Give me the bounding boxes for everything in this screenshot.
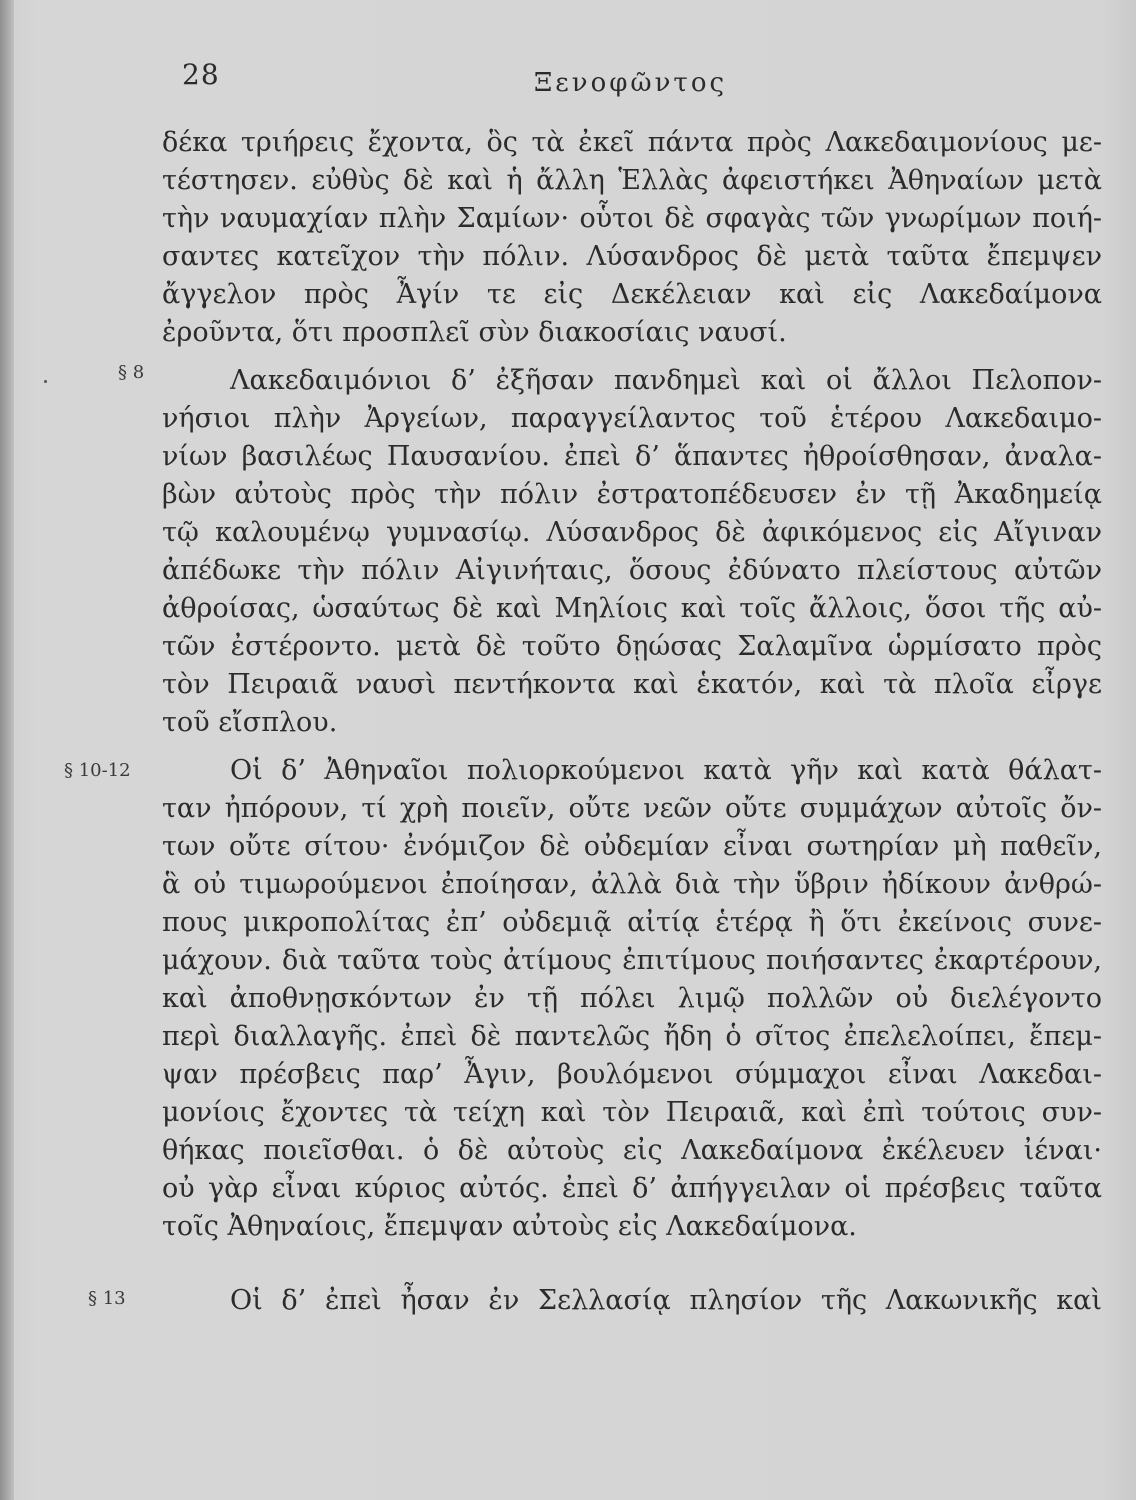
text-line: θήκας ποιεῖσθαι. ὁ δὲ αὐτοὺς εἰς Λακεδαίμονα ἐκέλευεν ἰέναι· [162, 1135, 1102, 1166]
text-line: περὶ διαλλαγῆς. ἐπεὶ δὲ παντελῶς ἤδη ὁ σῖτος ἐπελελοίπει, ἔπεμ- [162, 1021, 1102, 1052]
text-line: μάχουν. διὰ ταῦτα τοὺς ἀτίμους ἐπιτίμους ποιήσαντες ἐκαρτέρουν, [162, 945, 1102, 976]
running-head: Ξενοφῶντος [534, 68, 728, 98]
text-line: νίων βασιλέως Παυσανίου. ἐπεὶ δ’ ἅπαντες ἠθροίσθησαν, ἀναλα- [162, 441, 1102, 472]
text-line: μονίοις ἔχοντες τὰ τείχη καὶ τὸν Πειραιᾶ, καὶ ἐπὶ τούτοις συν- [162, 1097, 1102, 1128]
text-line: ταν ἠπόρουν, τί χρὴ ποιεῖν, οὔτε νεῶν οὔτε συμμάχων αὐτοῖς ὄν- [162, 793, 1102, 824]
page-spine-shadow [0, 0, 14, 1500]
paragraph-start-line: Οἱ δ’ ἐπεὶ ἦσαν ἐν Σελλασίᾳ πλησίον τῆς Λακωνικῆς καὶ [230, 1285, 1102, 1316]
text-line: ψαν πρέσβεις παρ’ Ἆγιν, βουλόμενοι σύμμαχοι εἶναι Λακεδαι- [162, 1059, 1102, 1090]
text-line: ἐροῦντα, ὅτι προσπλεῖ σὺν διακοσίαις ναυσί. [162, 317, 787, 348]
text-line: νήσιοι πλὴν Ἀργείων, παραγγείλαντος τοῦ ἑτέρου Λακεδαιμο- [162, 403, 1102, 434]
text-line: ἃ οὐ τιμωρούμενοι ἐποίησαν, ἀλλὰ διὰ τὴν ὕβριν ἠδίκουν ἀνθρώ- [162, 869, 1102, 900]
text-line: ἀθροίσας, ὡσαύτως δὲ καὶ Μηλίοις καὶ τοῖς ἄλλοις, ὅσοι τῆς αὐ- [162, 593, 1102, 624]
text-line: τῷ καλουμένῳ γυμνασίῳ. Λύσανδρος δὲ ἀφικόμενος εἰς Αἴγιναν [162, 517, 1102, 548]
text-line: τοῦ εἴσπλου. [162, 707, 338, 738]
text-line: καὶ ἀποθνῃσκόντων ἐν τῇ πόλει λιμῷ πολλῶν οὐ διελέγοντο [162, 983, 1102, 1014]
text-line: σαντες κατεῖχον τὴν πόλιν. Λύσανδρος δὲ μετὰ ταῦτα ἔπεμψεν [162, 241, 1102, 272]
paragraph-start-line: Οἱ δ’ Ἀθηναῖοι πολιορκούμενοι κατὰ γῆν καὶ κατὰ θάλατ- [230, 755, 1102, 786]
text-line: τὸν Πειραιᾶ ναυσὶ πεντήκοντα καὶ ἑκατόν, καὶ τὰ πλοῖα εἶργε [162, 669, 1102, 700]
margin-ref-section-13: § 13 [88, 1288, 126, 1309]
page-number: 28 [182, 58, 220, 91]
margin-ref-section-10-12: § 10-12 [64, 760, 131, 781]
ink-speck [44, 380, 47, 383]
text-line: οὐ γὰρ εἶναι κύριος αὐτός. ἐπεὶ δ’ ἀπήγγειλαν οἱ πρέσβεις ταῦτα [162, 1173, 1102, 1204]
text-line: πους μικροπολίτας ἐπ’ οὐδεμιᾷ αἰτίᾳ ἑτέρᾳ ἢ ὅτι ἐκείνοις συνε- [162, 907, 1102, 938]
text-line: βὼν αὐτοὺς πρὸς τὴν πόλιν ἐστρατοπέδευσεν ἐν τῇ Ἀκαδημείᾳ [162, 479, 1102, 510]
text-line: ἀπέδωκε τὴν πόλιν Αἰγινήταις, ὅσους ἐδύνατο πλείστους αὐτῶν [162, 555, 1102, 586]
margin-ref-section-8: § 8 [118, 362, 145, 383]
text-line: ἄγγελον πρὸς Ἆγίν τε εἰς Δεκέλειαν καὶ εἰς Λακεδαίμονα [162, 279, 1102, 310]
paragraph-start-line: Λακεδαιμόνιοι δ’ ἐξῆσαν πανδημεὶ καὶ οἱ ἄλλοι Πελοπον- [230, 365, 1102, 396]
text-line: τὴν ναυμαχίαν πλὴν Σαμίων· οὗτοι δὲ σφαγὰς τῶν γνωρίμων ποιή- [162, 203, 1102, 234]
text-line: τοῖς Ἀθηναίοις, ἔπεμψαν αὐτοὺς εἰς Λακεδαίμονα. [162, 1211, 857, 1242]
text-line: τῶν ἐστέροντο. μετὰ δὲ τοῦτο δῃώσας Σαλαμῖνα ὡρμίσατο πρὸς [162, 631, 1102, 662]
text-line: τέστησεν. εὐθὺς δὲ καὶ ἡ ἄλλη Ἑλλὰς ἀφειστήκει Ἀθηναίων μετὰ [162, 165, 1102, 196]
text-line: δέκα τριήρεις ἔχοντα, ὃς τὰ ἐκεῖ πάντα πρὸς Λακεδαιμονίους με- [162, 127, 1102, 158]
text-line: των οὔτε σίτου· ἐνόμιζον δὲ οὐδεμίαν εἶναι σωτηρίαν μὴ παθεῖν, [162, 831, 1102, 862]
